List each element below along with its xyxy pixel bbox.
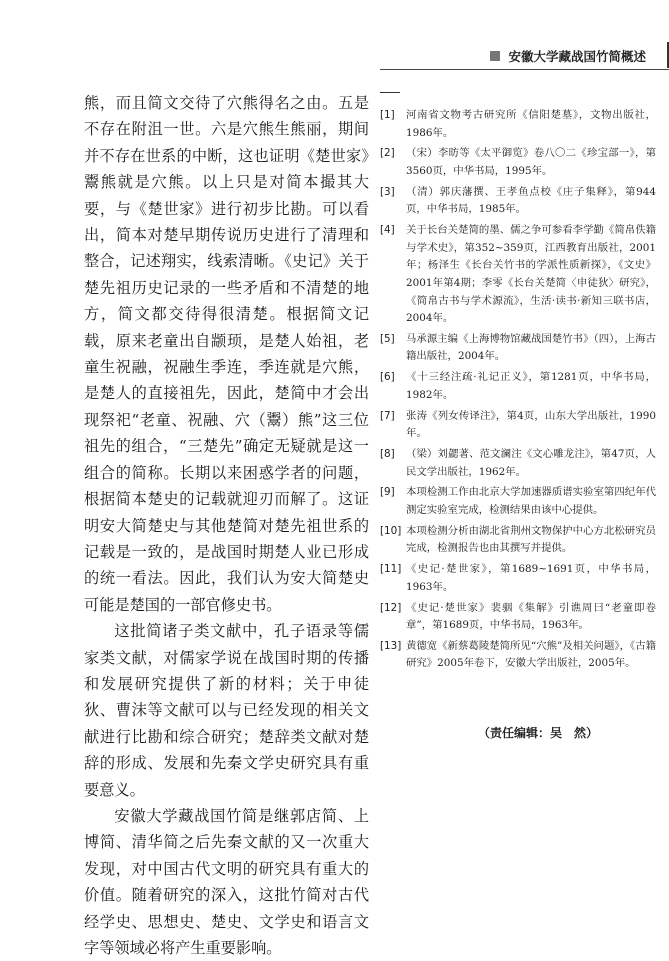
header-title: 安徽大学藏战国竹简概述 bbox=[508, 49, 646, 64]
reference-text: 关于长台关楚简的墨、儒之争可参看李学勤《简帛佚籍与学术史》，第352~359页，江西教育出版社，2001年；杨泽生《长台关竹书的学派性质新探》，《文史》2001年第4期；李零《长台关楚简〈申徒狄〉研究》，《简帛古书与学术源流》，生活·读书·新知三联书店，2004年。 bbox=[406, 224, 656, 325]
reference-text: 《十三经注疏·礼记正义》，第1281页，中华书局，1982年。 bbox=[406, 371, 656, 401]
reference-text: （宋）李昉等《太平御览》卷八〇二《珍宝部一》，第3560页，中华书局，1995年。 bbox=[406, 147, 656, 177]
reference-text: 马承源主编《上海博物馆藏战国楚竹书》（四），上海古籍出版社，2004年。 bbox=[406, 332, 656, 363]
reference-text: 张涛《列女传译注》，第4页，山东大学出版社，1990年。 bbox=[406, 409, 656, 440]
reference-number: [3] bbox=[380, 185, 395, 198]
reference-text: 《史记·楚世家》，第1689~1691页，中华书局，1963年。 bbox=[406, 563, 656, 593]
running-header bbox=[380, 46, 646, 66]
reference-item bbox=[380, 331, 656, 366]
reference-text: （清）郭庆藩撰、王孝鱼点校《庄子集释》，第944页，中华书局，1985年。 bbox=[406, 185, 656, 216]
reference-item bbox=[380, 408, 656, 443]
reference-item bbox=[380, 107, 656, 142]
reference-item bbox=[380, 484, 656, 519]
reference-number: [2] bbox=[380, 147, 395, 160]
reference-number: [5] bbox=[380, 332, 395, 345]
reference-item bbox=[380, 600, 656, 635]
reference-number: [13] bbox=[380, 639, 402, 652]
references-rule bbox=[380, 92, 400, 93]
reference-number: [6] bbox=[380, 371, 395, 384]
reference-number: [8] bbox=[380, 448, 395, 460]
reference-text: 河南省文物考古研究所《信阳楚墓》，文物出版社，1986年。 bbox=[406, 109, 656, 139]
reference-text: 本项检测分析由湖北省荆州文物保护中心方北松研究员完成，检测报告也由其撰写并提供。 bbox=[406, 524, 656, 555]
header-rule bbox=[380, 69, 669, 70]
body-text-column bbox=[84, 90, 369, 961]
reference-item bbox=[380, 446, 656, 481]
body-paragraph-1: 熊，而且简文交待了穴熊得名之由。五是不存在附沮一世。六是穴熊生熊丽，期间并不存在世系的中断，这也证明《楚世家》鬻熊就是穴熊。以上只是对简本撮其大要，与《楚世家》进行初步比勘。可以看出，简本对楚早期传说历史进行了清理和整合，记述翔实，线索清晰。《史记》关于楚先祖历史记录的一些矛盾和不清楚的地方，简文都交待得很清楚。根据简文记载，原来老童出自颛顼，是楚人始祖，老童生祝融，祝融生季连，季连就是穴熊，是楚人的直接祖先，因此，楚简中才会出现祭祀“老童、祝融、穴（鬻）熊”这三位祖先的组合，“三楚先”确定无疑就是这一组合的简称。长期以来困惑学者的问题，根据简本楚史的记载就迎刃而解了。这证明安大简楚史与其他楚简对楚先祖世系的记载是一致的，是战国时期楚人业已形成的统一看法。因此，我们认为安大简楚史可能是楚国的一部官修史书。 bbox=[84, 94, 369, 614]
references-list bbox=[380, 107, 656, 676]
reference-text: 本项检测工作由北京大学加速器质谱实验室第四纪年代测定实验室完成，检测结果由该中心提供。 bbox=[406, 486, 656, 516]
body-paragraph-2: 这批简诸子类文献中，孔子语录等儒家类文献，对儒家学说在战国时期的传播和发展研究提供了新的材料；关于申徒狄、曹沫等文献可以与已经发现的相关文献进行比勘和综合研究；楚辞类文献对楚辞的形成、发展和先秦文学史研究具有重要意义。 bbox=[84, 622, 369, 799]
reference-number: [9] bbox=[380, 486, 395, 499]
header-square-icon bbox=[490, 51, 500, 61]
reference-number: [10] bbox=[380, 524, 402, 537]
reference-item bbox=[380, 184, 656, 219]
reference-item bbox=[380, 222, 656, 328]
reference-number: [4] bbox=[380, 224, 395, 237]
reference-item bbox=[380, 523, 656, 558]
reference-number: [7] bbox=[380, 409, 395, 422]
reference-text: （梁）刘勰著、范文澜注《文心雕龙注》，第47页，人民文学出版社，1962年。 bbox=[406, 448, 656, 478]
reference-item bbox=[380, 369, 656, 404]
reference-item bbox=[380, 145, 656, 180]
reference-text: 黄德宽《新蔡葛陵楚简所见“穴熊”及相关问题》，《古籍研究》2005年卷下，安徽大学出版社，2005年。 bbox=[406, 639, 656, 670]
reference-item bbox=[380, 561, 656, 596]
reference-number: [12] bbox=[380, 601, 402, 614]
reference-number: [11] bbox=[380, 563, 402, 576]
body-paragraph-3: 安徽大学藏战国竹简是继郭店简、上博简、清华简之后先秦文献的又一次重大发现，对中国古代文明的研究具有重大的价值。随着研究的深入，这批竹简对古代经学史、思想史、楚史、文学史和语言文字等领域必将产生重要影响。 bbox=[84, 806, 369, 957]
responsible-editor: （责任编辑：吴 然） bbox=[478, 726, 599, 740]
reference-number: [1] bbox=[380, 109, 395, 121]
reference-text: 《史记·楚世家》裴骃《集解》引谯周曰“老童即卷章”，第1689页，中华书局，1963年。 bbox=[406, 601, 656, 632]
reference-item bbox=[380, 638, 656, 673]
